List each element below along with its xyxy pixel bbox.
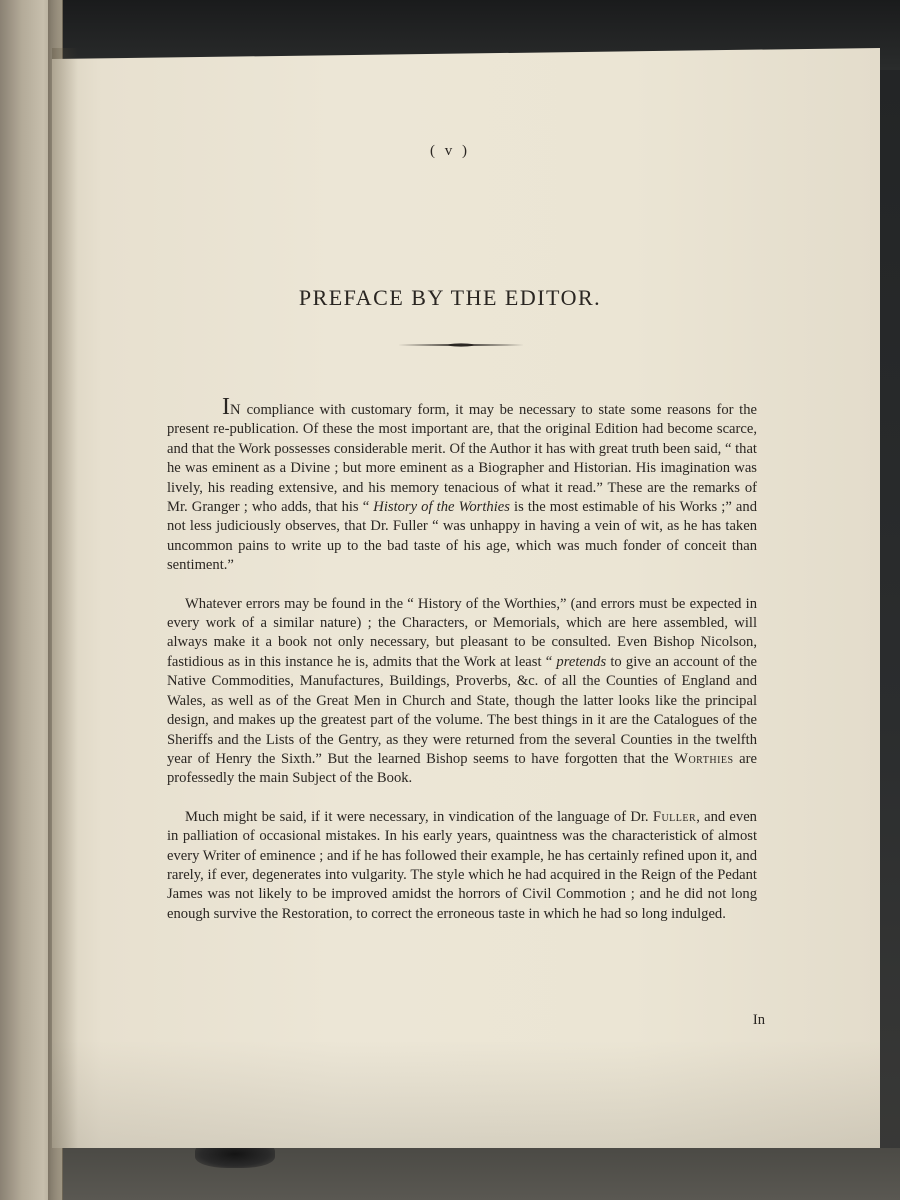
- paragraph-1-text-b: is the most estimable of his Works ;” and not less judiciously observes, that Dr. Fuller “ was unhappy in having a vein of wit, as he has taken uncommon pains to write up to the bad taste of his age, which was much fonder of conceit than sentiment.”: [167, 499, 757, 574]
- paragraph-1-italic: History of the Worthies: [373, 499, 510, 516]
- paragraph-3: [167, 808, 757, 924]
- paragraph-2: [167, 595, 757, 789]
- paragraph-3-text-a: Much might be said, if it were necessary, in vindication of the language of Dr.: [185, 808, 653, 825]
- paragraph-2-smallcaps: Worthies: [674, 750, 734, 767]
- paragraph-1: [167, 394, 757, 576]
- drop-cap: I: [222, 394, 230, 420]
- paragraph-1-text-a: compliance with customary form, it may be necessary to state some reasons for the present re-publication. Of these the most important are, that the original Edition had become scarce, and that the Work possesses considerable merit. Of the Author it has with great truth been said, “ that he was eminent as a Divine ; but more eminent as a Biographer and Historian. His imagination was lively, his reading extensive, and his memory tenacious of what it read.” These are the remarks of Mr. Granger ; who adds, that his “: [167, 402, 757, 516]
- paragraph-2-text-c: are professedly the main Subject of the Book.: [167, 750, 757, 787]
- paragraph-2-italic: pretends: [556, 653, 607, 670]
- paragraph-2-text-b: to give an account of the Native Commodities, Manufactures, Buildings, Proverbs, &c. of all the Counties of England and Wales, as well as of the Great Men in Church and State, though the latter looks like the principal design, and makes up the greatest part of the volume. The best things in it are the Catalogues of the Sheriffs and the Lists of the Gentry, as they were returned from the several Counties in the twelfth year of Henry the Sixth.” But the learned Bishop seems to have forgotten that the: [167, 653, 757, 767]
- table-surface: [0, 1148, 900, 1200]
- title-rule-ornament: [398, 340, 524, 350]
- catchword: In: [752, 1012, 765, 1028]
- page-bottom-shade: [52, 1040, 880, 1148]
- paragraph-2-text-a: Whatever errors may be found in the “ History of the Worthies,” (and errors must be expected in every work of a similar nature) ; the Characters, or Memorials, which are here assembled, will always make it a book not only necessary, but pleasant to be consulted. Even Bishop Nicolson, fastidious as in this instance he is, admits that the Work at least “: [167, 595, 757, 670]
- paragraph-3-smallcaps: Fuller: [652, 808, 697, 825]
- spine-shadow: [52, 48, 78, 1148]
- body-text: [167, 394, 757, 943]
- page-number: ( v ): [430, 143, 470, 159]
- paragraph-3-text-b: , and even in palliation of occasional mistakes. In his early years, quaintness was the characteristick of almost every Writer of eminence ; and if he has followed their example, he has certainly refined upon it, and rarely, if ever, degenerates into vulgarity. The style which he had acquired in the Reign of the Pedant James was not likely to be improved amidst the horrors of Civil Commotion ; and he did not long enough survive the Restoration, to correct the erroneous taste in which he had so long indulged.: [167, 808, 757, 922]
- drop-cap-continuation: N: [230, 402, 242, 418]
- page-title: PREFACE BY THE EDITOR.: [298, 284, 602, 310]
